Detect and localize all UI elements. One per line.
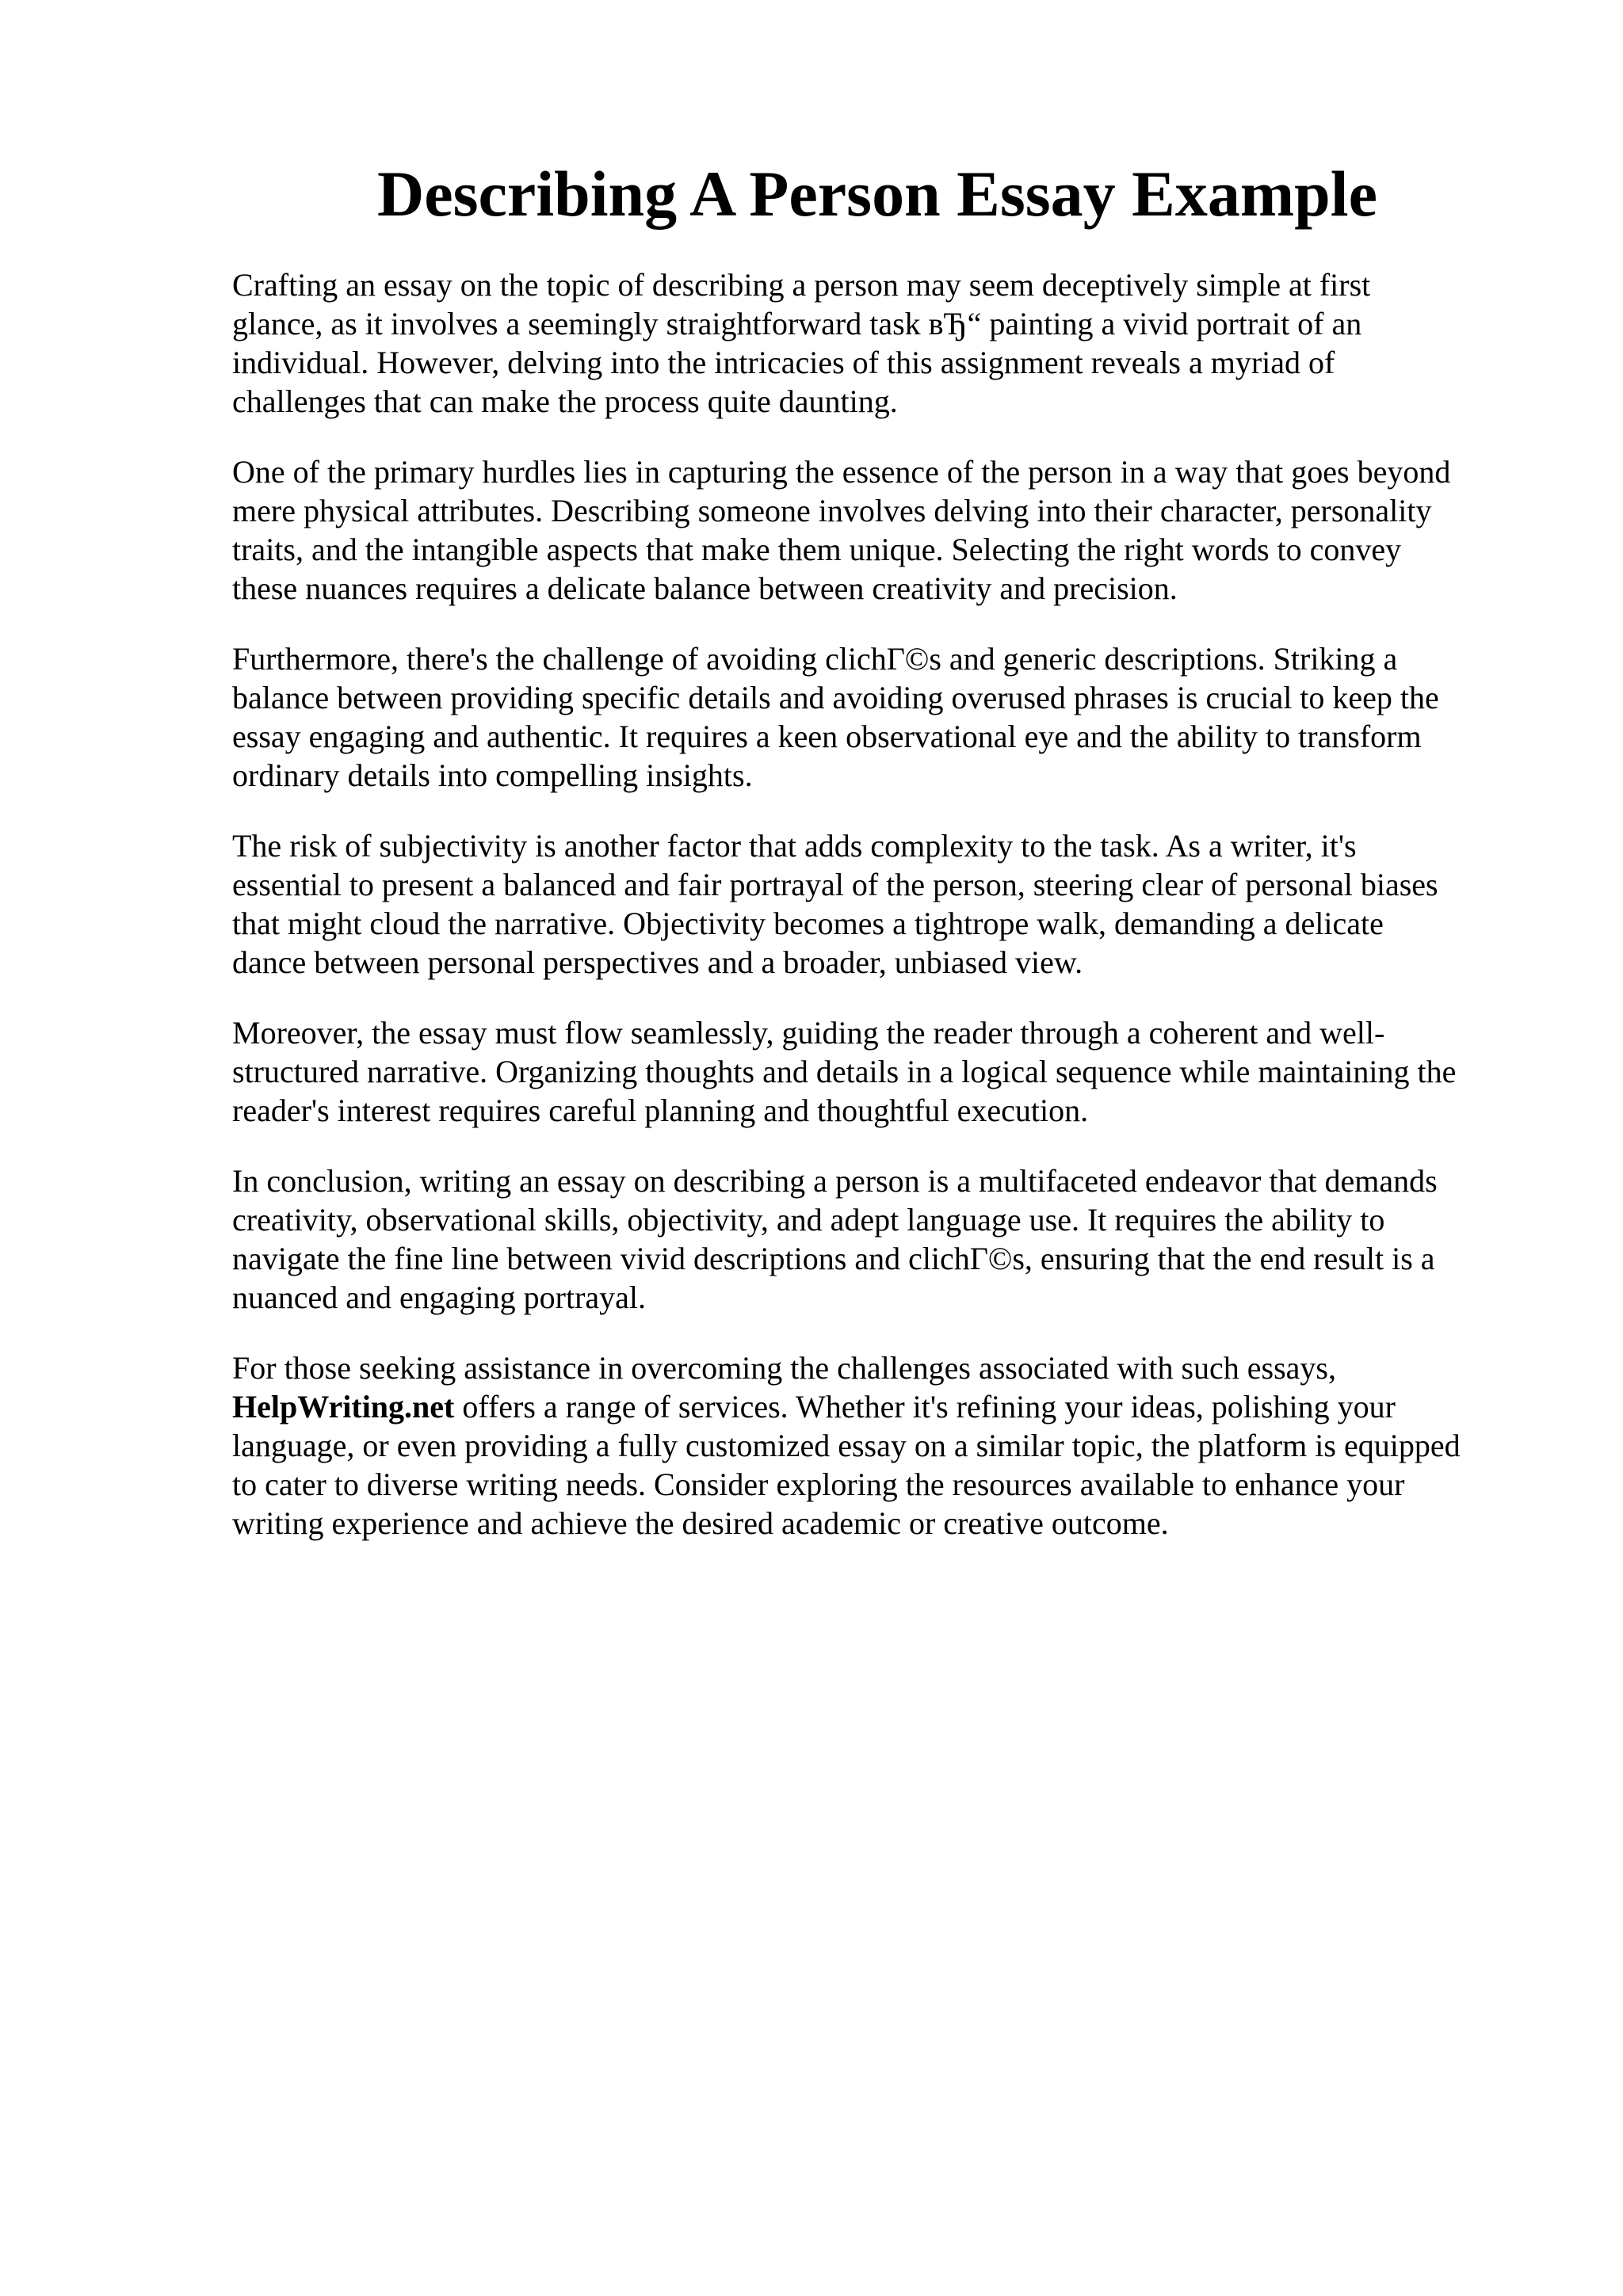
text-line: essential to present a balanced and fair portrayal of the person, steering clear of personal biases xyxy=(232,867,1438,902)
closing-paragraph xyxy=(232,1348,1516,1543)
text-line: In conclusion, writing an essay on describing a person is a multifaceted endeavor that demands xyxy=(232,1163,1438,1199)
text-line: Crafting an essay on the topic of describing a person may seem deceptively simple at first xyxy=(232,267,1371,303)
page-title: Describing A Person Essay Example xyxy=(377,158,1377,230)
paragraph-3 xyxy=(232,639,1516,795)
text-fragment: offers a range of services. Whether it's refining your ideas, polishing your xyxy=(454,1389,1396,1425)
paragraph-5 xyxy=(232,1013,1516,1130)
text-line: The risk of subjectivity is another factor that adds complexity to the task. As a writer, it's xyxy=(232,828,1357,864)
paragraph-6 xyxy=(232,1161,1516,1317)
paragraph-2 xyxy=(232,452,1516,608)
text-line: creativity, observational skills, objectivity, and adept language use. It requires the ability to xyxy=(232,1202,1385,1238)
text-line: dance between personal perspectives and a broader, unbiased view. xyxy=(232,944,1083,980)
text-line: For those seeking assistance in overcoming the challenges associated with such essays, xyxy=(232,1350,1336,1386)
text-line: traits, and the intangible aspects that make them unique. Selecting the right words to convey xyxy=(232,532,1402,567)
essay-body xyxy=(232,265,1516,1574)
text-line: individual. However, delving into the intricacies of this assignment reveals a myriad of xyxy=(232,345,1335,380)
text-line: balance between providing specific details and avoiding overused phrases is crucial to keep the xyxy=(232,680,1439,715)
text-line: language, or even providing a fully customized essay on a similar topic, the platform is equipped xyxy=(232,1428,1461,1463)
paragraph-4 xyxy=(232,826,1516,982)
text-line: structured narrative. Organizing thoughts and details in a logical sequence while maintaining the xyxy=(232,1054,1457,1089)
paragraph-1 xyxy=(232,265,1516,421)
text-line: glance, as it involves a seemingly straightforward task вЂ“ painting a vivid portrait of an xyxy=(232,306,1362,341)
text-line: Moreover, the essay must flow seamlessly, guiding the reader through a coherent and well- xyxy=(232,1015,1385,1051)
text-line: these nuances requires a delicate balance between creativity and precision. xyxy=(232,570,1178,606)
text-line: to cater to diverse writing needs. Consider exploring the resources available to enhance your xyxy=(232,1466,1405,1502)
text-line: navigate the fine line between vivid descriptions and clichГ©s, ensuring that the end result is a xyxy=(232,1241,1435,1276)
text-line: Furthermore, there's the challenge of avoiding clichГ©s and generic descriptions. Striking a xyxy=(232,641,1398,677)
text-line: One of the primary hurdles lies in capturing the essence of the person in a way that goes beyond xyxy=(232,454,1451,490)
text-line: ordinary details into compelling insights. xyxy=(232,757,753,793)
text-line xyxy=(232,1387,1516,1426)
text-line: nuanced and engaging portrayal. xyxy=(232,1280,647,1315)
brand-name: HelpWriting.net xyxy=(232,1389,455,1425)
text-line: essay engaging and authentic. It requires a keen observational eye and the ability to transform xyxy=(232,719,1422,754)
text-line: that might cloud the narrative. Objectivity becomes a tightrope walk, demanding a delicate xyxy=(232,906,1384,941)
text-line: writing experience and achieve the desired academic or creative outcome. xyxy=(232,1505,1169,1541)
text-line: mere physical attributes. Describing someone involves delving into their character, personality xyxy=(232,493,1432,528)
text-line: challenges that can make the process quite daunting. xyxy=(232,383,898,419)
text-line: reader's interest requires careful planning and thoughtful execution. xyxy=(232,1093,1089,1128)
